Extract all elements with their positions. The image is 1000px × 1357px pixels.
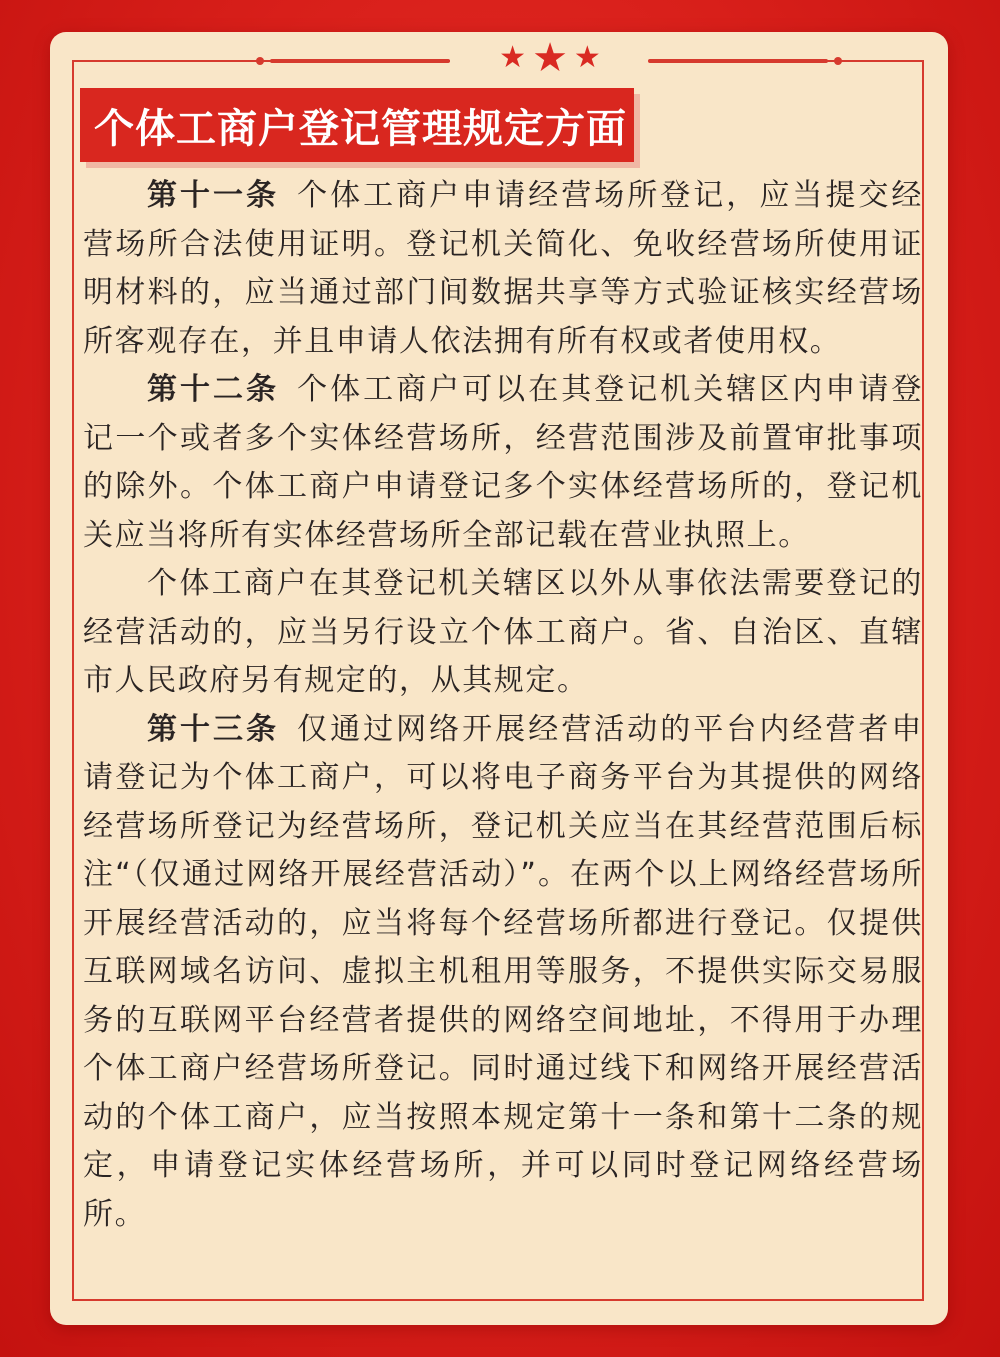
- paragraph-text: 个体工商户申请经营场所登记，应当提交经营场所合法使用证明。登记机关简化、免收经营场所使用证明材料的，应当通过部门间数据共享等方式验证核实经营场所客观存在，并且申请人依法拥有所有权或者使用权。: [83, 178, 923, 359]
- star-icon: ★: [499, 40, 527, 75]
- paragraph-text: 个体工商户可以在其登记机关辖区内申请登记一个或者多个实体经营场所，经营范围涉及前置审批事项的除外。个体工商户申请登记多个实体经营场所的，登记机关应当将所有实体经营场所全部记载在营业执照上。: [83, 372, 923, 553]
- title-banner: [80, 88, 634, 162]
- paragraph-article-12-cont: [83, 560, 923, 706]
- paragraph-article-13: [83, 706, 923, 1240]
- regulation-text: [83, 172, 923, 1239]
- document-card: [50, 32, 948, 1325]
- decorative-line-left: [270, 59, 450, 63]
- paragraph-text: 仅通过网络开展经营活动的平台内经营者申请登记为个体工商户，可以将电子商务平台为其提供的网络经营场所登记为经营场所，登记机关应当在其经营范围后标注“（仅通过网络开展经营活动）”。在两个以上网络经营场所开展经营活动的，应当将每个经营场所都进行登记。仅提供互联网域名访问、虚拟主机租用等服务，不提供实际交易服务的互联网平台经营者提供的网络空间地址，不得用于办理个体工商户经营场所登记。同时通过线下和网络开展经营活动的个体工商户，应当按照本规定第十一条和第十二条的规定，申请登记实体经营场所，并可以同时登记网络经营场所。: [83, 711, 923, 1232]
- article-label: 第十三条: [147, 711, 280, 747]
- stars-ornament: [450, 34, 650, 82]
- paragraph-text: 个体工商户在其登记机关辖区以外从事依法需要登记的经营活动的，应当另行设立个体工商户。省、自治区、直辖市人民政府另有规定的，从其规定。: [83, 566, 923, 698]
- article-label: 第十二条: [147, 372, 280, 407]
- decorative-dot-left: [256, 57, 264, 65]
- decorative-dot-right: [834, 57, 842, 65]
- decorative-line-right: [648, 59, 828, 63]
- article-label: 第十一条: [147, 178, 280, 213]
- star-icon: ★: [573, 40, 601, 75]
- paragraph-article-12: [83, 366, 923, 560]
- star-icon: ★: [532, 35, 568, 81]
- paragraph-article-11: [83, 172, 923, 366]
- page-title: 个体工商户登记管理规定方面: [94, 105, 627, 152]
